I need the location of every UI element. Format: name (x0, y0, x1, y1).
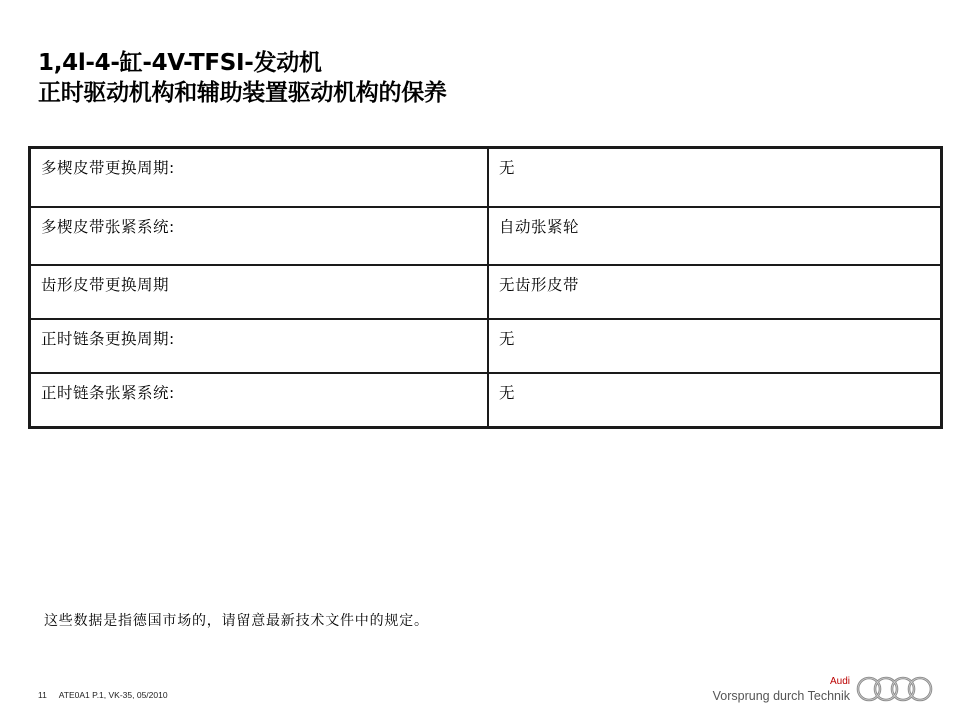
audi-rings-logo-icon (856, 674, 934, 704)
table-row (30, 265, 942, 319)
footer-info (38, 690, 178, 700)
brand-name: Audi (829, 676, 850, 687)
row-label: 多楔皮带更换周期: (30, 148, 489, 208)
table-row (30, 207, 942, 265)
row-value: 无 (488, 148, 942, 208)
market-note: 这些数据是指德国市场的，请留意最新技术文件中的规定。 (44, 613, 429, 629)
row-label: 正时链条更换周期: (30, 319, 489, 373)
row-value: 自动张紧轮 (488, 207, 942, 265)
row-value: 无齿形皮带 (488, 265, 942, 319)
maintenance-table (28, 146, 943, 429)
doc-reference: ATE0A1 P.1, VK-35, 05/2010 (58, 690, 168, 700)
row-value: 无 (488, 319, 942, 373)
table-row (30, 148, 942, 208)
row-label: 齿形皮带更换周期 (30, 265, 489, 319)
brand-block (713, 676, 850, 704)
table-row (30, 373, 942, 428)
title-line-1: 1,4l-4-缸-4V-TFSI-发动机 (38, 50, 322, 76)
brand-slogan: Vorsprung durch Technik (712, 689, 850, 703)
slide-title (38, 48, 447, 108)
row-value: 无 (488, 373, 942, 428)
page-number: 11 (38, 690, 47, 700)
table-row (30, 319, 942, 373)
title-line-2: 正时驱动机构和辅助装置驱动机构的保养 (38, 80, 447, 106)
row-label: 正时链条张紧系统: (30, 373, 489, 428)
row-label: 多楔皮带张紧系统: (30, 207, 489, 265)
